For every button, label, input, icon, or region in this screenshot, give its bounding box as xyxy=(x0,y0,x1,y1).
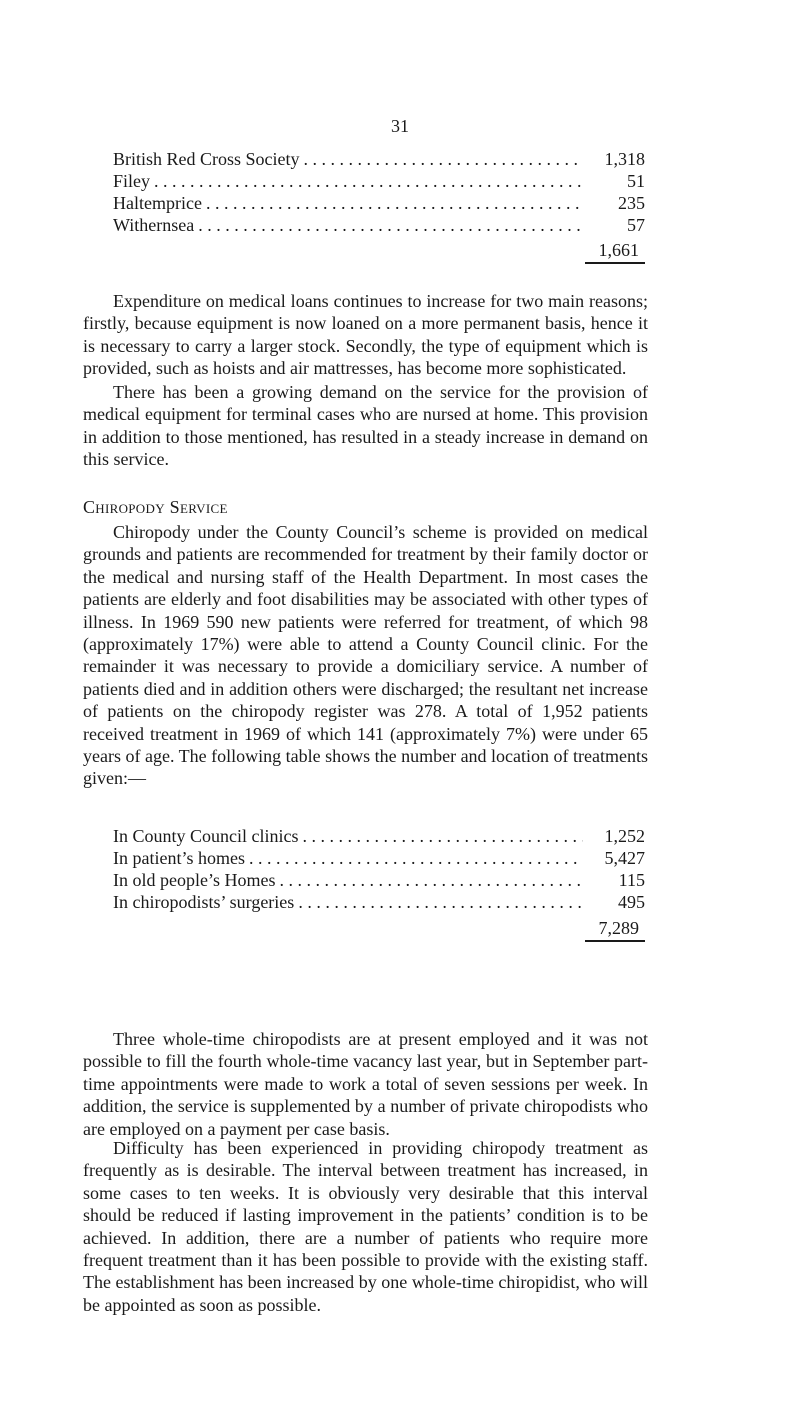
row-label: In old people’s Homes xyxy=(113,870,276,890)
row-value: 1,318 xyxy=(604,149,645,169)
table-row xyxy=(113,192,645,214)
loans-total-row xyxy=(113,240,645,264)
table-row xyxy=(113,869,645,891)
paragraph-difficulty: Difficulty has been experienced in providing chiropody treatment as frequently as is desirable. The interval between treatment has increased, in some cases to ten weeks. It is obviously very desirable that this interval should be reduced if lasting improvement in the patients’ condition is to be achieved. In addition, there are a number of patients who require more frequent treatment than it has been possible to provide with the existing staff. The establishment has been increased by one whole-time chiropidist, who will be appointed as soon as possible. xyxy=(83,1138,648,1315)
row-label: Withernsea xyxy=(113,215,195,235)
section-heading: Chiropody Service xyxy=(83,497,228,517)
table-row xyxy=(113,891,645,913)
row-value: 51 xyxy=(627,171,645,191)
row-label: In County Council clinics xyxy=(113,826,299,846)
page-number: 31 xyxy=(391,116,409,136)
table-row xyxy=(113,170,645,192)
row-label: Haltemprice xyxy=(113,193,202,213)
row-value: 235 xyxy=(618,193,645,213)
loans-total: 1,661 xyxy=(585,240,646,264)
paragraph-terminal-cases: There has been a growing demand on the service for the provision of medical equipment for terminal cases who are nursed at home. This provision in addition to those mentioned, has resulted in a steady increase in demand on this service. xyxy=(83,382,648,470)
table-row xyxy=(113,214,645,236)
table-row xyxy=(113,825,645,847)
row-value: 115 xyxy=(618,870,645,890)
paragraph-chiropody-scheme: Chiropody under the County Council’s scheme is provided on medical grounds and patients are recommended for treatment by their family doctor or the medical and nursing staff of the Health Department. In most cases the patients are elderly and foot disabilities may be associated with other types of illness. In 1969 590 new patients were referred for treatment, of which 98 (approximately 17%) were able to attend a County Council clinic. For the remainder it was necessary to provide a domiciliary service. A number of patients died and in addition others were discharged; the resultant net increase of patients on the chiropody register was 278. A total of 1,952 patients received treatment in 1969 of which 141 (approximately 7%) were under 65 years of age. The following table shows the number and location of treatments given:— xyxy=(83,522,649,789)
row-label: Filey xyxy=(113,171,151,191)
table-row xyxy=(113,148,645,170)
row-label: In chiropodists’ surgeries xyxy=(113,892,295,912)
treatments-total: 7,289 xyxy=(585,918,646,942)
treatments-table xyxy=(113,825,645,913)
row-value: 5,427 xyxy=(604,848,645,868)
row-value: 57 xyxy=(627,215,645,235)
row-label: In patient’s homes xyxy=(113,848,245,868)
paragraph-medical-loans: Expenditure on medical loans continues to increase for two main reasons; firstly, because equipment is now loaned on a more permanent basis, hence it is necessary to carry a larger stock. Secondly, the type of equipment which is provided, such as hoists and air mattresses, has become more sophisticated. xyxy=(83,291,648,379)
row-label: British Red Cross Society xyxy=(113,149,300,169)
row-value: 1,252 xyxy=(604,826,645,846)
loans-table xyxy=(113,148,645,236)
table-row xyxy=(113,847,645,869)
row-value: 495 xyxy=(618,892,645,912)
paragraph-staffing: Three whole-time chiropodists are at present employed and it was not possible to fill the fourth whole-time vacancy last year, but in September part-time appointments were made to work a total of seven sessions per week. In addition, the service is supplemented by a number of private chiropodists who are employed on a payment per case basis. xyxy=(83,1029,648,1139)
treatments-total-row xyxy=(113,918,645,942)
